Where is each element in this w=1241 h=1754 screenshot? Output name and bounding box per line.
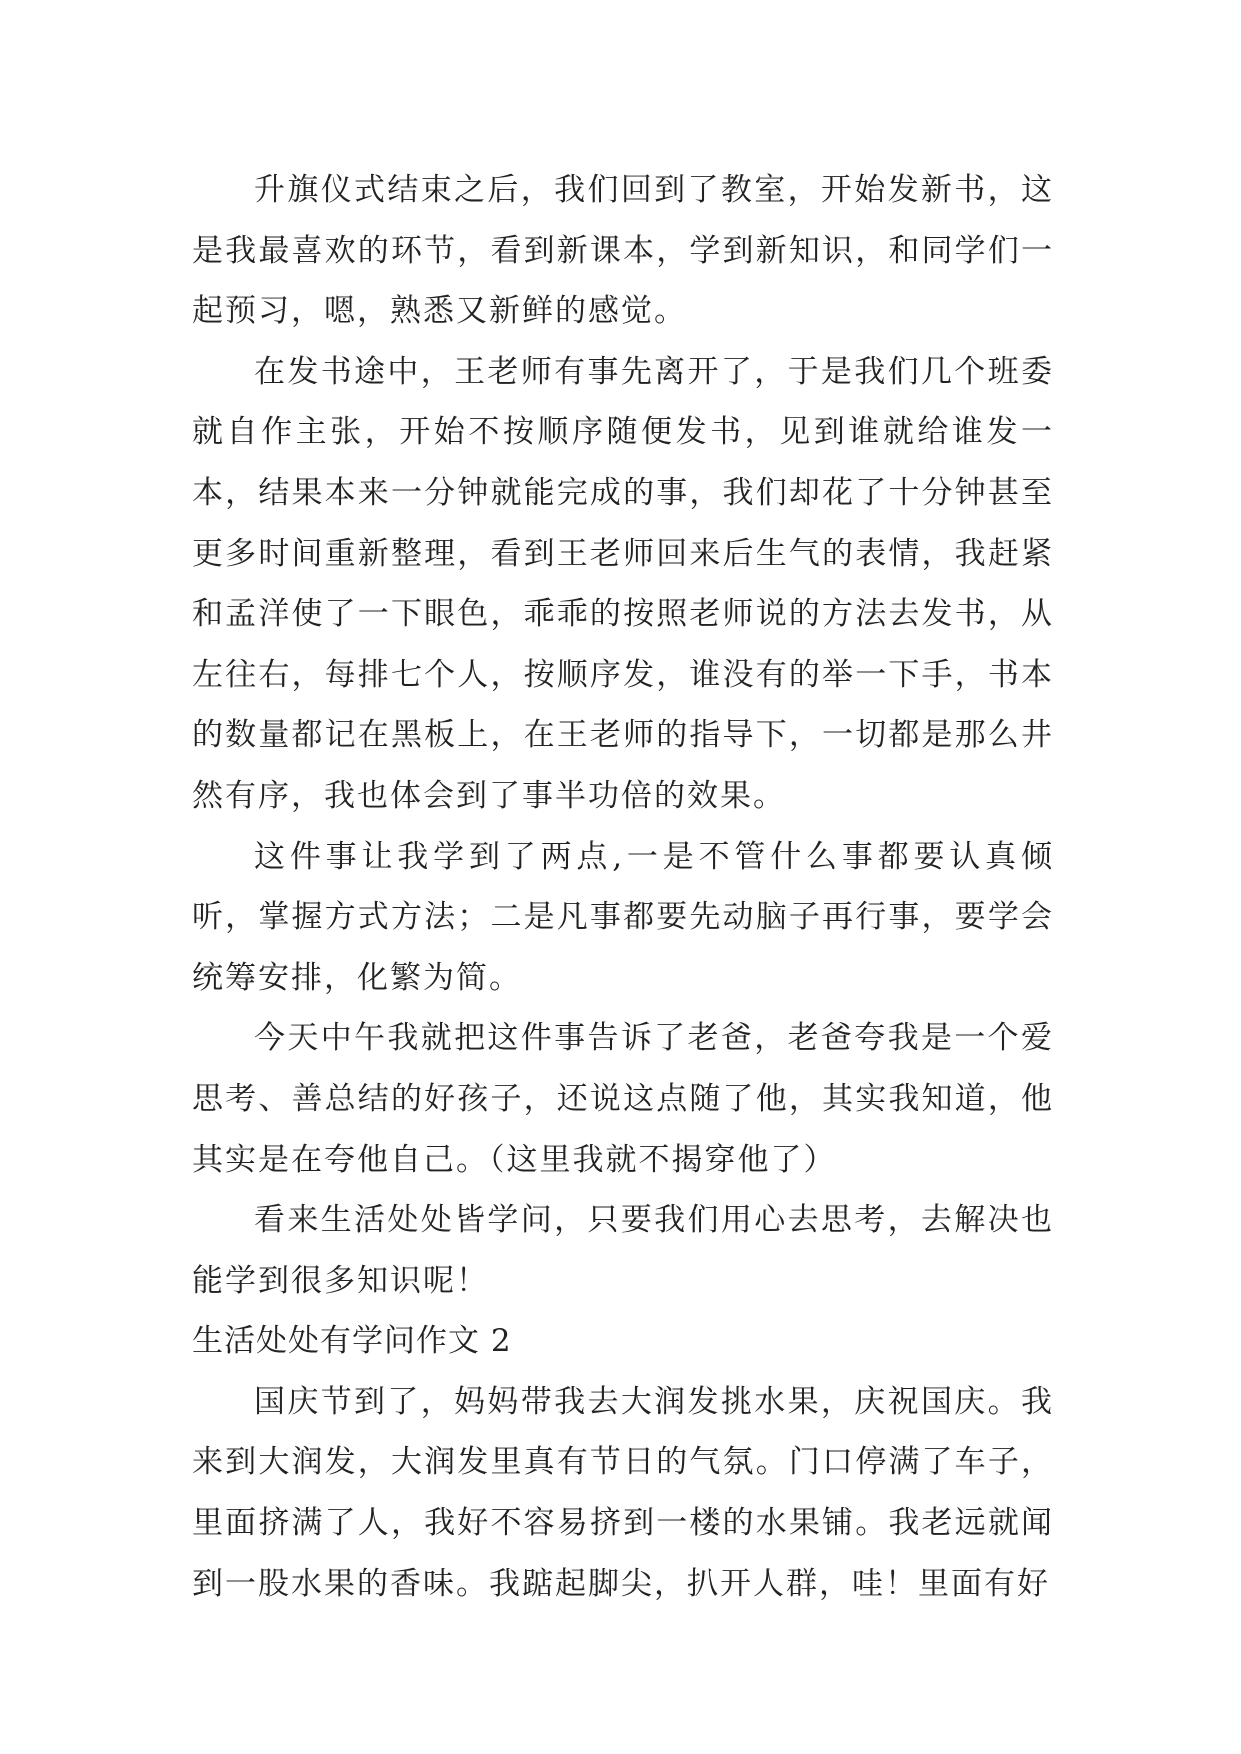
document-page [192,160,1054,1660]
section-heading: 生活处处有学问作文 2 [192,1323,512,1360]
paragraph: 看来生活处处皆学问，只要我们用心去思考，去解决也能学到很多知识呢！ [192,1202,1054,1299]
paragraph: 这件事让我学到了两点,一是不管什么事都要认真倾听，掌握方式方法；二是凡事都要先动脑子再行事，要学会统筹安排，化繁为简。 [192,838,1054,996]
paragraph: 升旗仪式结束之后，我们回到了教室，开始发新书，这是我最喜欢的环节，看到新课本，学到新知识，和同学们一起预习，嗯，熟悉又新鲜的感觉。 [192,172,1054,330]
paragraph: 国庆节到了，妈妈带我去大润发挑水果，庆祝国庆。我来到大润发，大润发里真有节日的气氛。门口停满了车子，里面挤满了人，我好不容易挤到一楼的水果铺。我老远就闻到一股水果的香味。我踮起脚尖，扒开人群，哇！里面有好 [192,1383,1054,1602]
paragraph: 在发书途中，王老师有事先离开了，于是我们几个班委就自作主张，开始不按顺序随便发书，见到谁就给谁发一本，结果本来一分钟就能完成的事，我们却花了十分钟甚至更多时间重新整理，看到王老师回来后生气的表情，我赶紧和孟洋使了一下眼色，乖乖的按照老师说的方法去发书，从左往右，每排七个人，按顺序发，谁没有的举一下手，书本的数量都记在黑板上，在王老师的指导下，一切都是那么井然有序，我也体会到了事半功倍的效果。 [192,353,1054,814]
paragraph: 今天中午我就把这件事告诉了老爸，老爸夸我是一个爱思考、善总结的好孩子，还说这点随了他，其实我知道，他其实是在夸他自己。（这里我就不揭穿他了） [192,1020,1054,1178]
